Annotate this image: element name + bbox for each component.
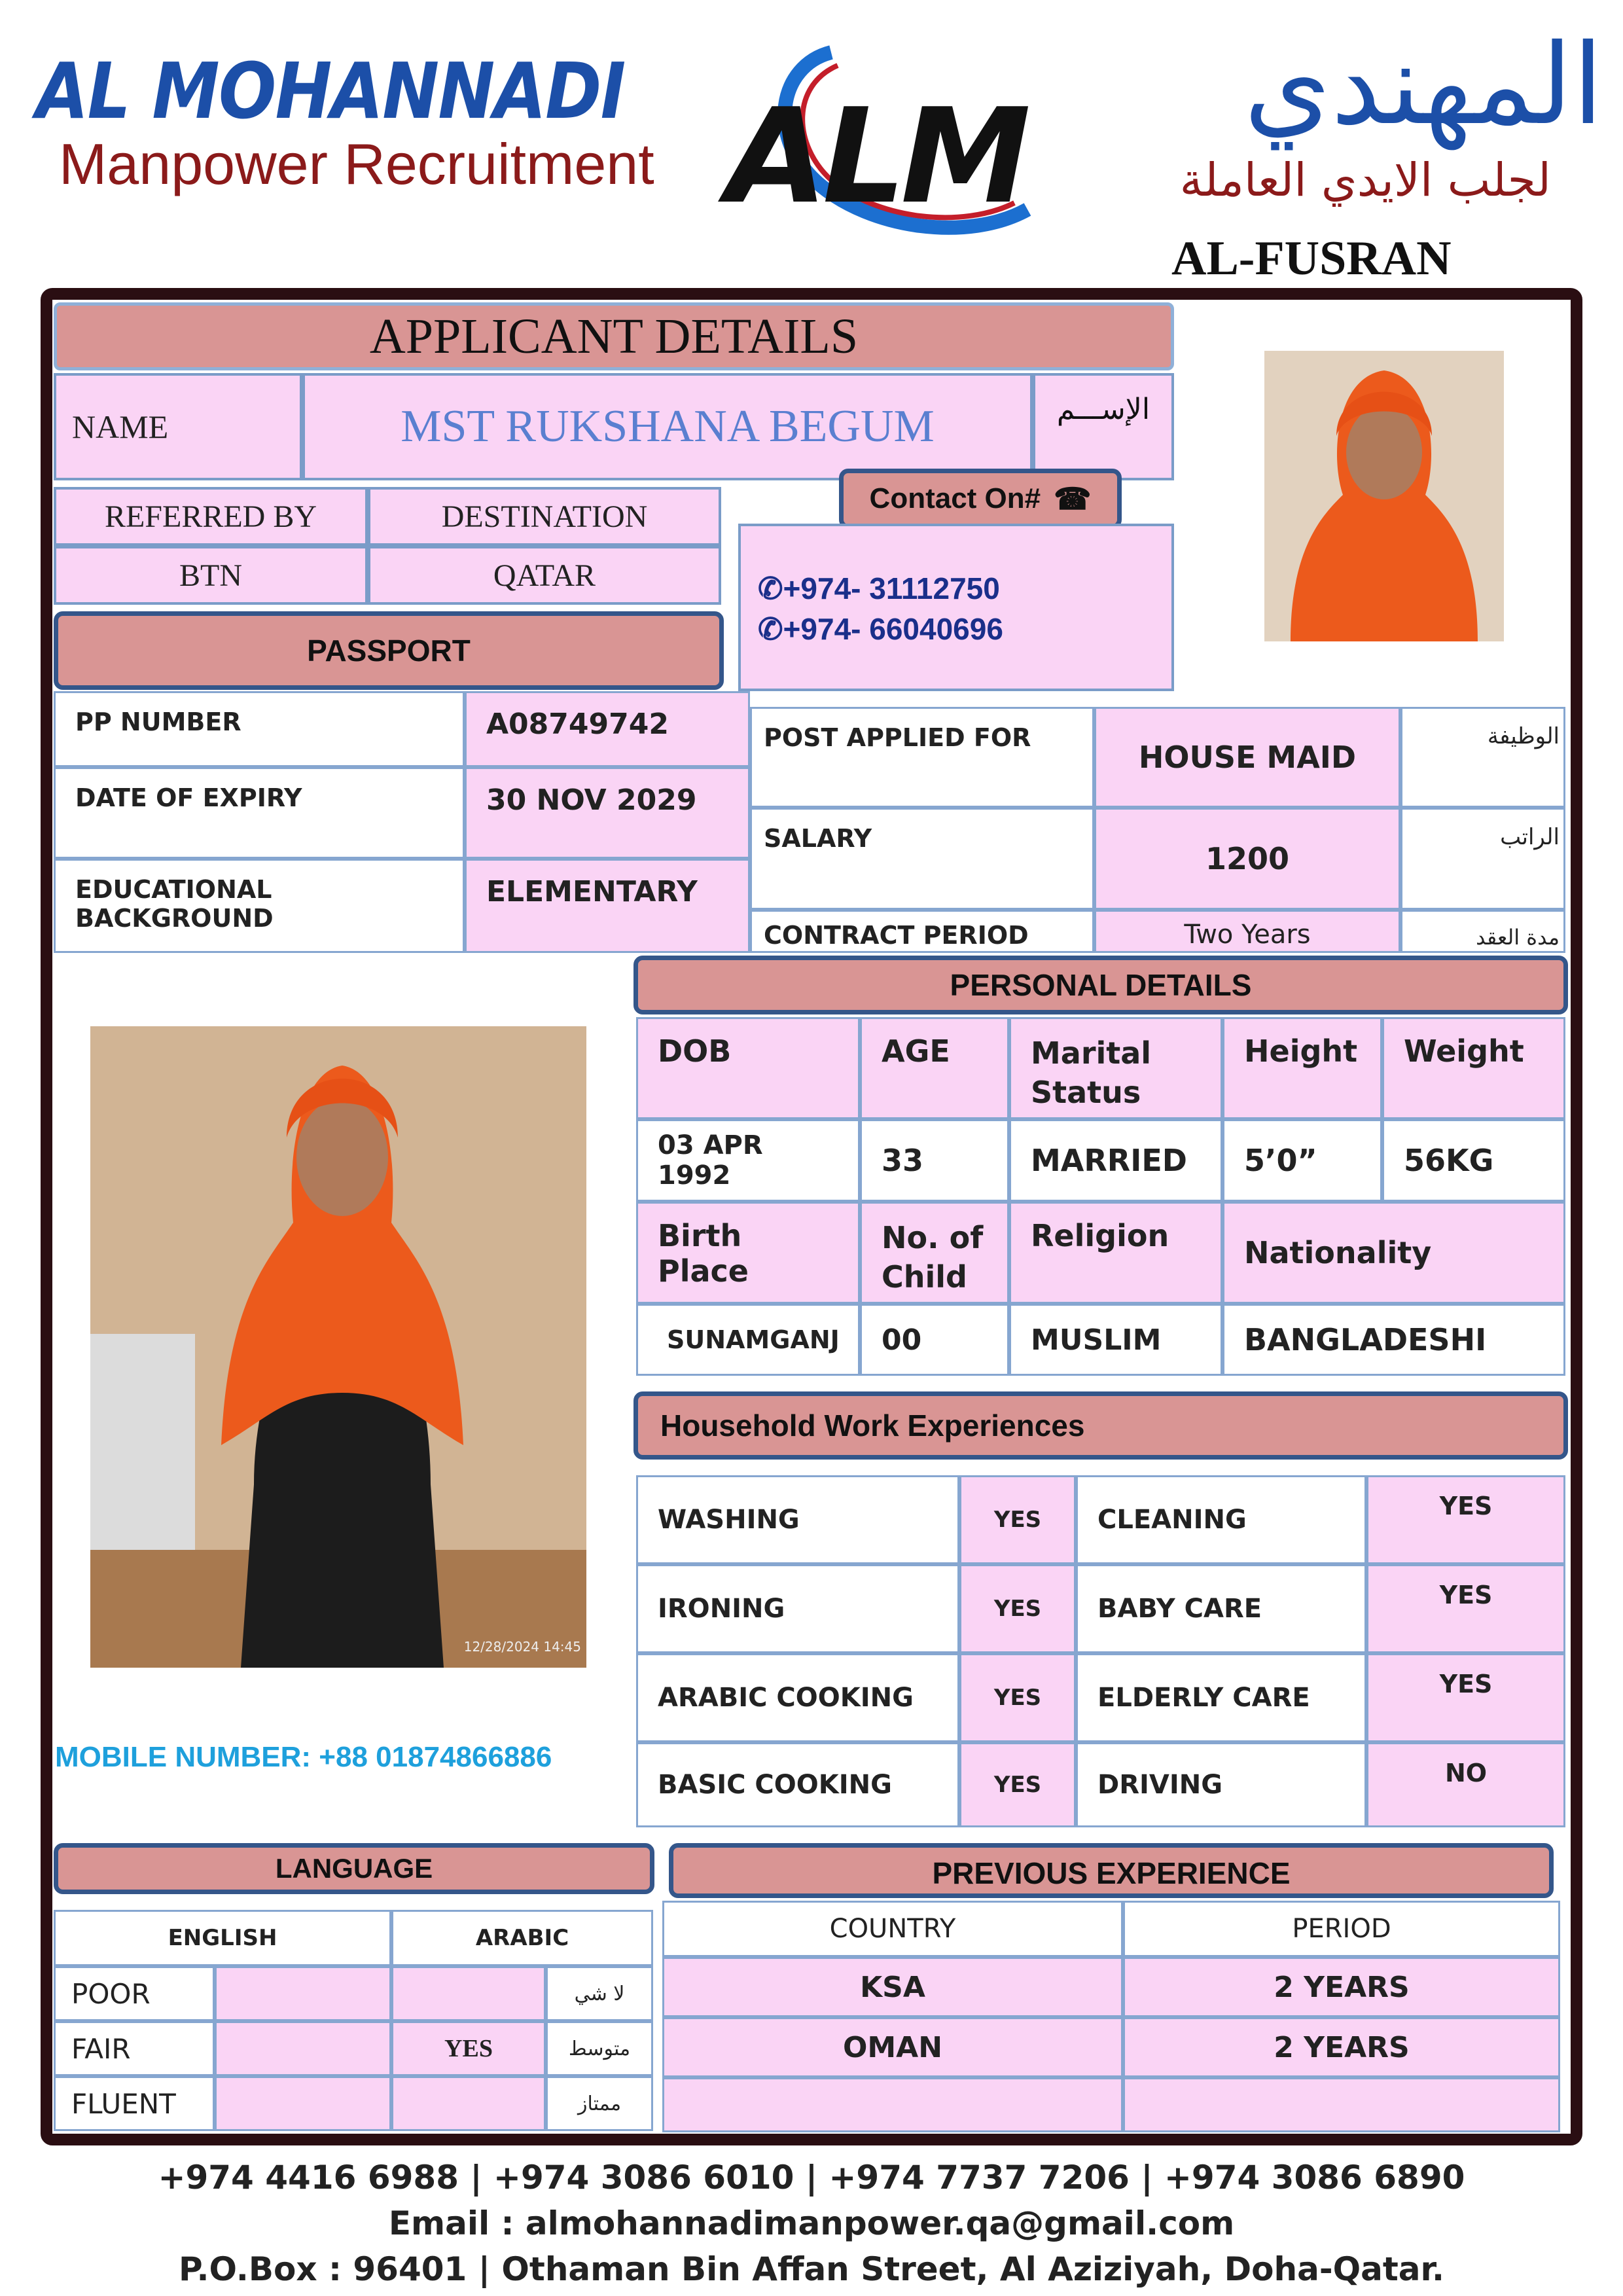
- alm-logo: [720, 26, 1060, 249]
- alm-logo-text: ALM: [726, 81, 1026, 233]
- branch-name: AL-FUSRAN: [1171, 232, 1452, 285]
- weight-header: Weight: [1382, 1017, 1565, 1119]
- destination-label: DESTINATION: [368, 487, 721, 546]
- marital-header: Marital Status: [1009, 1017, 1222, 1119]
- skill-baby-care-value: YES: [1366, 1564, 1565, 1653]
- period-column-header: PERIOD: [1123, 1901, 1560, 1957]
- prev-period-1: 2 YEARS: [1123, 1957, 1560, 2017]
- fluent-english: [215, 2076, 391, 2131]
- whatsapp-icon: ✆: [758, 612, 783, 646]
- height-value: 5’0”: [1222, 1119, 1382, 1202]
- previous-experience-header: PREVIOUS EXPERIENCE: [669, 1843, 1554, 1898]
- contract-label-arabic: مدة العقد: [1400, 910, 1565, 953]
- arabic-column-header: ARABIC: [391, 1910, 653, 1966]
- pp-number-value: A08749742: [465, 691, 750, 767]
- birth-place-header: Birth Place: [636, 1202, 860, 1304]
- contact-box: [738, 524, 1174, 691]
- skill-arabic-cooking: ARABIC COOKING: [636, 1653, 959, 1742]
- skill-cleaning: CLEANING: [1076, 1475, 1366, 1564]
- education-value: ELEMENTARY: [465, 859, 750, 953]
- skill-driving: DRIVING: [1076, 1742, 1366, 1827]
- fluent-arabic: [391, 2076, 546, 2131]
- fair-arabic: YES: [391, 2021, 546, 2076]
- footer-address: P.O.Box : 96401 | Othaman Bin Affan Street, Al Aziziyah, Doha-Qatar.: [179, 2250, 1444, 2288]
- destination-value: QATAR: [368, 546, 721, 605]
- salary-label: SALARY: [750, 808, 1094, 910]
- full-body-illustration: [90, 1026, 586, 1668]
- contact-number-1: ✆+974- 31112750: [758, 571, 1000, 605]
- footer-phones: +974 4416 6988 | +974 3086 6010 | +974 7737 7206 | +974 3086 6890: [158, 2159, 1465, 2197]
- fluent-label-arabic: ممتاز: [546, 2076, 653, 2131]
- poor-arabic: [391, 1966, 546, 2021]
- mobile-number: MOBILE NUMBER: +88 01874866886: [55, 1741, 552, 1773]
- dob-value: 03 APR 1992: [636, 1119, 860, 1202]
- skill-arabic-cooking-value: YES: [959, 1653, 1076, 1742]
- level-poor: POOR: [54, 1966, 215, 2021]
- expiry-label: DATE OF EXPIRY: [54, 767, 465, 859]
- skill-washing: WASHING: [636, 1475, 959, 1564]
- weight-value: 56KG: [1382, 1119, 1565, 1202]
- prev-country-1: KSA: [662, 1957, 1123, 2017]
- salary-label-arabic: الراتب: [1400, 808, 1565, 910]
- children-value: 00: [860, 1304, 1009, 1376]
- fair-english: [215, 2021, 391, 2076]
- level-fluent: FLUENT: [54, 2076, 215, 2131]
- post-label-arabic: الوظيفة: [1400, 707, 1565, 808]
- arabic-tagline: لجلب الايدي العاملة: [1179, 153, 1551, 207]
- skill-basic-cooking: BASIC COOKING: [636, 1742, 959, 1827]
- skill-elderly-care: ELDERLY CARE: [1076, 1653, 1366, 1742]
- household-header: Household Work Experiences: [633, 1391, 1568, 1460]
- religion-value: MUSLIM: [1009, 1304, 1222, 1376]
- phone-icon: ☎: [1054, 482, 1092, 516]
- poor-english: [215, 1966, 391, 2021]
- applicant-photo-full: [90, 1026, 586, 1668]
- marital-value: MARRIED: [1009, 1119, 1222, 1202]
- pp-number-label: PP NUMBER: [54, 691, 465, 767]
- contact-header: [839, 469, 1122, 529]
- contact-title: Contact On#: [869, 482, 1041, 514]
- level-fair: FAIR: [54, 2021, 215, 2076]
- skill-basic-cooking-value: YES: [959, 1742, 1076, 1827]
- photo-timestamp: 12/28/2024 14:45: [463, 1639, 581, 1655]
- post-label: POST APPLIED FOR: [750, 707, 1094, 808]
- nationality-header: Nationality: [1222, 1202, 1565, 1304]
- age-value: 33: [860, 1119, 1009, 1202]
- poor-label-arabic: لا شي: [546, 1966, 653, 2021]
- country-column-header: COUNTRY: [662, 1901, 1123, 1957]
- skill-baby-care: BABY CARE: [1076, 1564, 1366, 1653]
- prev-period-2: 2 YEARS: [1123, 2017, 1560, 2077]
- prev-country-2: OMAN: [662, 2017, 1123, 2077]
- referred-by-value: BTN: [54, 546, 368, 605]
- height-header: Height: [1222, 1017, 1382, 1119]
- portrait-illustration: [1264, 351, 1504, 641]
- prev-period-3: [1123, 2077, 1560, 2132]
- brand-tagline: Manpower Recruitment: [59, 132, 654, 196]
- children-header: No. of Child: [860, 1202, 1009, 1304]
- expiry-value: 30 NOV 2029: [465, 767, 750, 859]
- skill-cleaning-value: YES: [1366, 1475, 1565, 1564]
- english-column-header: ENGLISH: [54, 1910, 391, 1966]
- footer-email: Email : almohannadimanpower.qa@gmail.com: [388, 2204, 1235, 2242]
- salary-value: 1200: [1094, 808, 1400, 910]
- arabic-brand: المهندي: [1243, 20, 1603, 150]
- post-value: HOUSE MAID: [1094, 707, 1400, 808]
- name-label-arabic: الإســـم: [1033, 373, 1174, 480]
- fair-label-arabic: متوسط: [546, 2021, 653, 2076]
- dob-header: DOB: [636, 1017, 860, 1119]
- whatsapp-icon: ✆: [758, 571, 783, 605]
- skill-driving-value: NO: [1366, 1742, 1565, 1827]
- brand-name: AL MOHANNADI: [36, 46, 625, 136]
- skill-ironing: IRONING: [636, 1564, 959, 1653]
- prev-country-3: [662, 2077, 1123, 2132]
- nationality-value: BANGLADESHI: [1222, 1304, 1565, 1376]
- applicant-details-header: APPLICANT DETAILS: [54, 302, 1174, 370]
- birth-place-value: SUNAMGANJ: [636, 1304, 860, 1376]
- contract-value: Two Years: [1094, 910, 1400, 953]
- personal-details-header: PERSONAL DETAILS: [633, 956, 1568, 1014]
- applicant-name: MST RUKSHANA BEGUM: [302, 373, 1033, 480]
- applicant-photo-small: [1264, 351, 1504, 641]
- contact-number-2: ✆+974- 66040696: [758, 612, 1003, 646]
- skill-elderly-care-value: YES: [1366, 1653, 1565, 1742]
- age-header: AGE: [860, 1017, 1009, 1119]
- passport-header: PASSPORT: [54, 611, 724, 690]
- skill-ironing-value: YES: [959, 1564, 1076, 1653]
- education-label: EDUCATIONAL BACKGROUND: [54, 859, 465, 953]
- skill-washing-value: YES: [959, 1475, 1076, 1564]
- referred-by-label: REFERRED BY: [54, 487, 368, 546]
- name-label: NAME: [54, 373, 302, 480]
- religion-header: Religion: [1009, 1202, 1222, 1304]
- language-header: LANGUAGE: [54, 1843, 654, 1894]
- contract-label: CONTRACT PERIOD: [750, 910, 1094, 953]
